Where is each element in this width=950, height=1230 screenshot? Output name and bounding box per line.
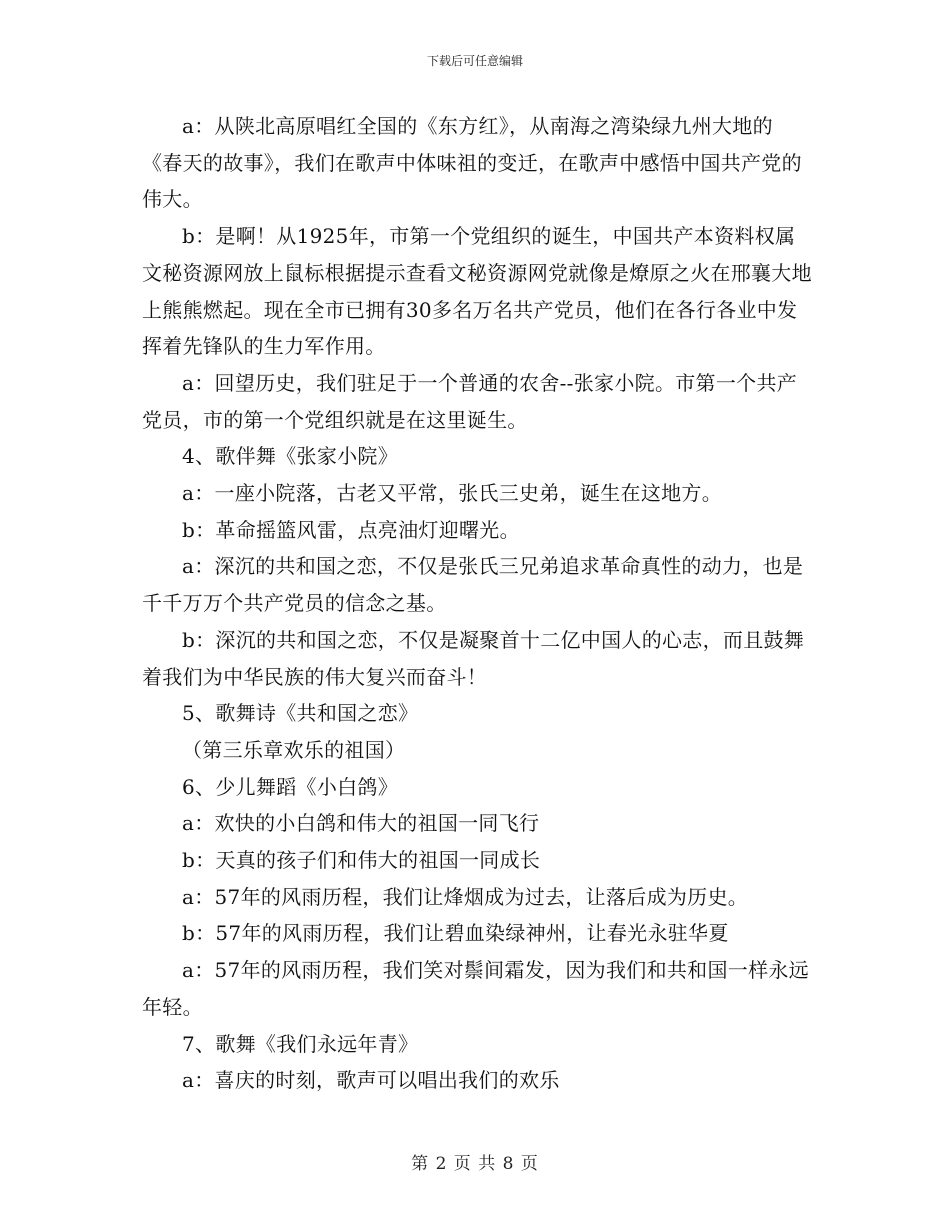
section-heading-6: 6、少儿舞蹈《小白鸽》: [182, 774, 399, 799]
paragraph-8: b：深沉的共和国之恋，不仅是凝聚首十二亿中国人的心志，而且鼓舞着我们为中华民族的伟大复兴而奋斗！: [142, 627, 805, 689]
paragraph-14: a：57年的风雨历程，我们让烽烟成为过去，让落后成为历史。: [182, 884, 749, 909]
document-body: [142, 108, 812, 1099]
page-number: 第 2 页 共 8 页: [411, 1154, 539, 1174]
movement-note: （第三乐章欢乐的祖国）: [182, 737, 406, 762]
paragraph-16: a：57年的风雨历程，我们笑对鬃间霜发，因为我们和共和国一样永远年轻。: [142, 958, 809, 1019]
page-header-note: 下载后可任意编辑: [426, 54, 523, 68]
paragraph-18: a：喜庆的时刻，歌声可以唱出我们的欢乐: [182, 1068, 560, 1093]
paragraph-1: a：从陕北高原唱红全国的《东方红》，从南海之湾染绿九州大地的《春天的故事》，我们在歌声中体味祖的变迁，在歌声中感悟中国共产党的伟大。: [142, 114, 802, 212]
paragraph-13: b：天真的孩子们和伟大的祖国一同成长: [182, 848, 541, 873]
paragraph-2: b：是啊！从1925年，市第一个党组织的诞生，中国共产本资料权属文秘资源网放上鼠标根据提示查看文秘资源网党就像是燎原之火在邢襄大地上熊熊燃起。现在全市已拥有30多名万名共产党员，他们在各行各业中发挥着先锋队的生力军作用。: [142, 224, 812, 359]
paragraph-7: a：深沉的共和国之恋，不仅是张氏三兄弟追求革命真性的动力，也是千千万万个共产党员的信念之基。: [142, 554, 804, 616]
paragraph-5: a：一座小院落，古老又平常，张氏三史弟，诞生在这地方。: [182, 481, 723, 506]
paragraph-3: a：回望历史，我们驻足于一个普通的农舍--张家小院。市第一个共产党员，市的第一个党组织就是在这里诞生。: [142, 370, 798, 432]
section-heading-5: 5、歌舞诗《共和国之恋》: [182, 701, 419, 726]
section-heading-4: 4、歌伴舞《张家小院》: [182, 444, 399, 469]
paragraph-6: b：革命摇篮风雷，点亮油灯迎曙光。: [182, 517, 520, 542]
section-heading-7: 7、歌舞《我们永远年青》: [182, 1031, 419, 1056]
paragraph-12: a：欢快的小白鸽和伟大的祖国一同飞行: [182, 811, 540, 836]
paragraph-15: b：57年的风雨历程，我们让碧血染绿神州，让春光永驻华夏: [182, 921, 729, 946]
